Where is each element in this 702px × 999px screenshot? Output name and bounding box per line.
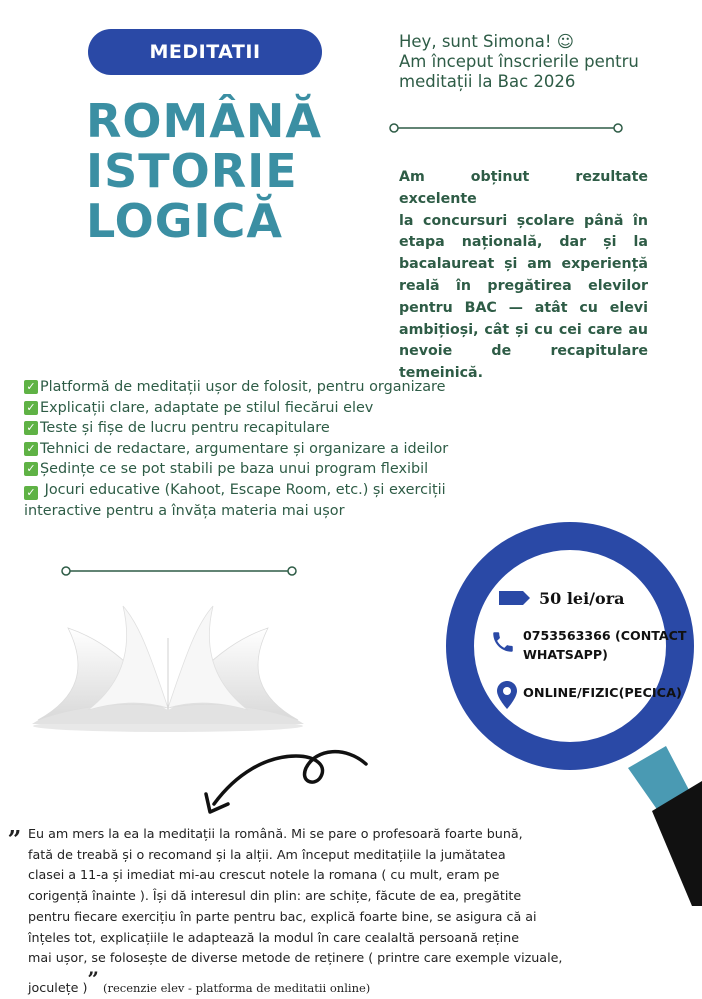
about-line: temeinică.	[399, 365, 484, 382]
benefit-text: Teste și fișe de lucru pentru recapitulare	[40, 420, 330, 437]
about-line: Am obținut rezultate excelente	[399, 169, 648, 207]
about-line: ambițioși, cât și cu cei care au	[399, 321, 648, 338]
intro-line: Am început înscrierile pentru	[399, 52, 639, 71]
phone-line: WHATSAPP)	[523, 647, 608, 662]
about-paragraph	[399, 167, 648, 385]
meditatii-badge: MEDITATII	[88, 29, 322, 75]
open-book-icon	[28, 598, 308, 738]
benefit-item	[24, 480, 499, 521]
check-icon: ✓	[24, 421, 38, 435]
subject-logica: LOGICĂ	[86, 194, 284, 248]
benefit-text: Jocuri educative (Kahoot, Escape Room, etc.) și exerciții interactive pentru a învăța materia mai ușor	[24, 481, 446, 519]
about-line: pentru BAC — atât cu elevi	[399, 299, 648, 316]
benefit-item	[24, 459, 499, 480]
intro-line: Hey, sunt Simona! ☺	[399, 32, 574, 51]
divider-top	[386, 120, 626, 136]
review-quote	[8, 811, 578, 999]
location-pin-icon	[496, 680, 518, 710]
review-line: Eu am mers la ea la meditații la română. Mi se pare o profesoară foarte bună,	[28, 826, 523, 841]
divider-left	[58, 563, 300, 579]
review-line: fată de treabă și o recomand și la alții. Am început meditațiile la jumătatea	[28, 846, 506, 862]
location-text: ONLINE/FIZIC(PECICA)	[523, 686, 682, 701]
close-quote-mark: ”	[87, 966, 99, 991]
curved-arrow-icon	[196, 742, 376, 822]
check-icon: ✓	[24, 401, 38, 415]
check-icon: ✓	[24, 442, 38, 456]
benefit-item	[24, 377, 499, 398]
benefits-list	[24, 377, 499, 521]
benefit-item	[24, 439, 499, 460]
benefit-text: Explicații clare, adaptate pe stilul fiecărui elev	[40, 399, 374, 416]
benefit-text: Tehnici de redactare, argumentare și organizare a ideilor	[40, 440, 449, 457]
about-line: la concursuri școlare până în	[399, 212, 648, 229]
about-line: bacalaureat și am experiență	[399, 256, 648, 273]
intro-line: meditații la Bac 2026	[399, 72, 576, 91]
review-source: (recenzie elev - platforma de meditatii online)	[102, 980, 371, 995]
benefit-text: Ședințe ce se pot stabili pe baza unui program flexibil	[40, 461, 429, 478]
review-line: clasei a 11-a și imediat mi-au crescut notele la romana ( cu mult, eram pe	[28, 867, 500, 883]
intro-text	[399, 32, 669, 92]
check-icon: ✓	[24, 462, 38, 476]
price-row	[499, 589, 531, 607]
about-line: reală în pregătirea elevilor	[399, 277, 648, 294]
about-line: etapa națională, dar și la	[399, 234, 648, 251]
subject-romana: ROMÂNĂ	[86, 94, 322, 148]
phone-text	[523, 626, 686, 664]
phone-line: 0753563366 (CONTACT	[523, 628, 687, 643]
arrow-tag-icon	[499, 590, 531, 606]
about-line: nevoie de recapitulare	[399, 343, 648, 360]
phone-icon	[490, 628, 516, 656]
review-line: înțeles tot, explicațiile le adaptează la modul în care cealaltă persoană reține	[28, 929, 520, 945]
price-text: 50 lei/ora	[539, 589, 625, 608]
subjects-heading	[86, 96, 386, 246]
review-line: pentru fiecare exercițiu în parte pentru bac, explică foarte bine, se asigura că ai	[28, 908, 537, 924]
benefit-item	[24, 418, 499, 439]
review-line: mai ușor, se folosește de diverse metode de reținere ( printre care exemple vizuale,	[28, 950, 563, 966]
benefit-text: Platformă de meditații ușor de folosit, pentru organizare	[40, 379, 446, 395]
subject-istorie: ISTORIE	[86, 144, 298, 198]
check-icon: ✓	[24, 486, 38, 500]
check-icon: ✓	[24, 380, 38, 394]
benefit-item	[24, 398, 499, 419]
open-quote-mark: „	[8, 811, 22, 840]
review-last-line: joculețe )	[28, 979, 88, 995]
review-line: corigență înainte ). Își dă interesul din plin: are schițe, făcute de ea, pregătite	[28, 888, 522, 904]
